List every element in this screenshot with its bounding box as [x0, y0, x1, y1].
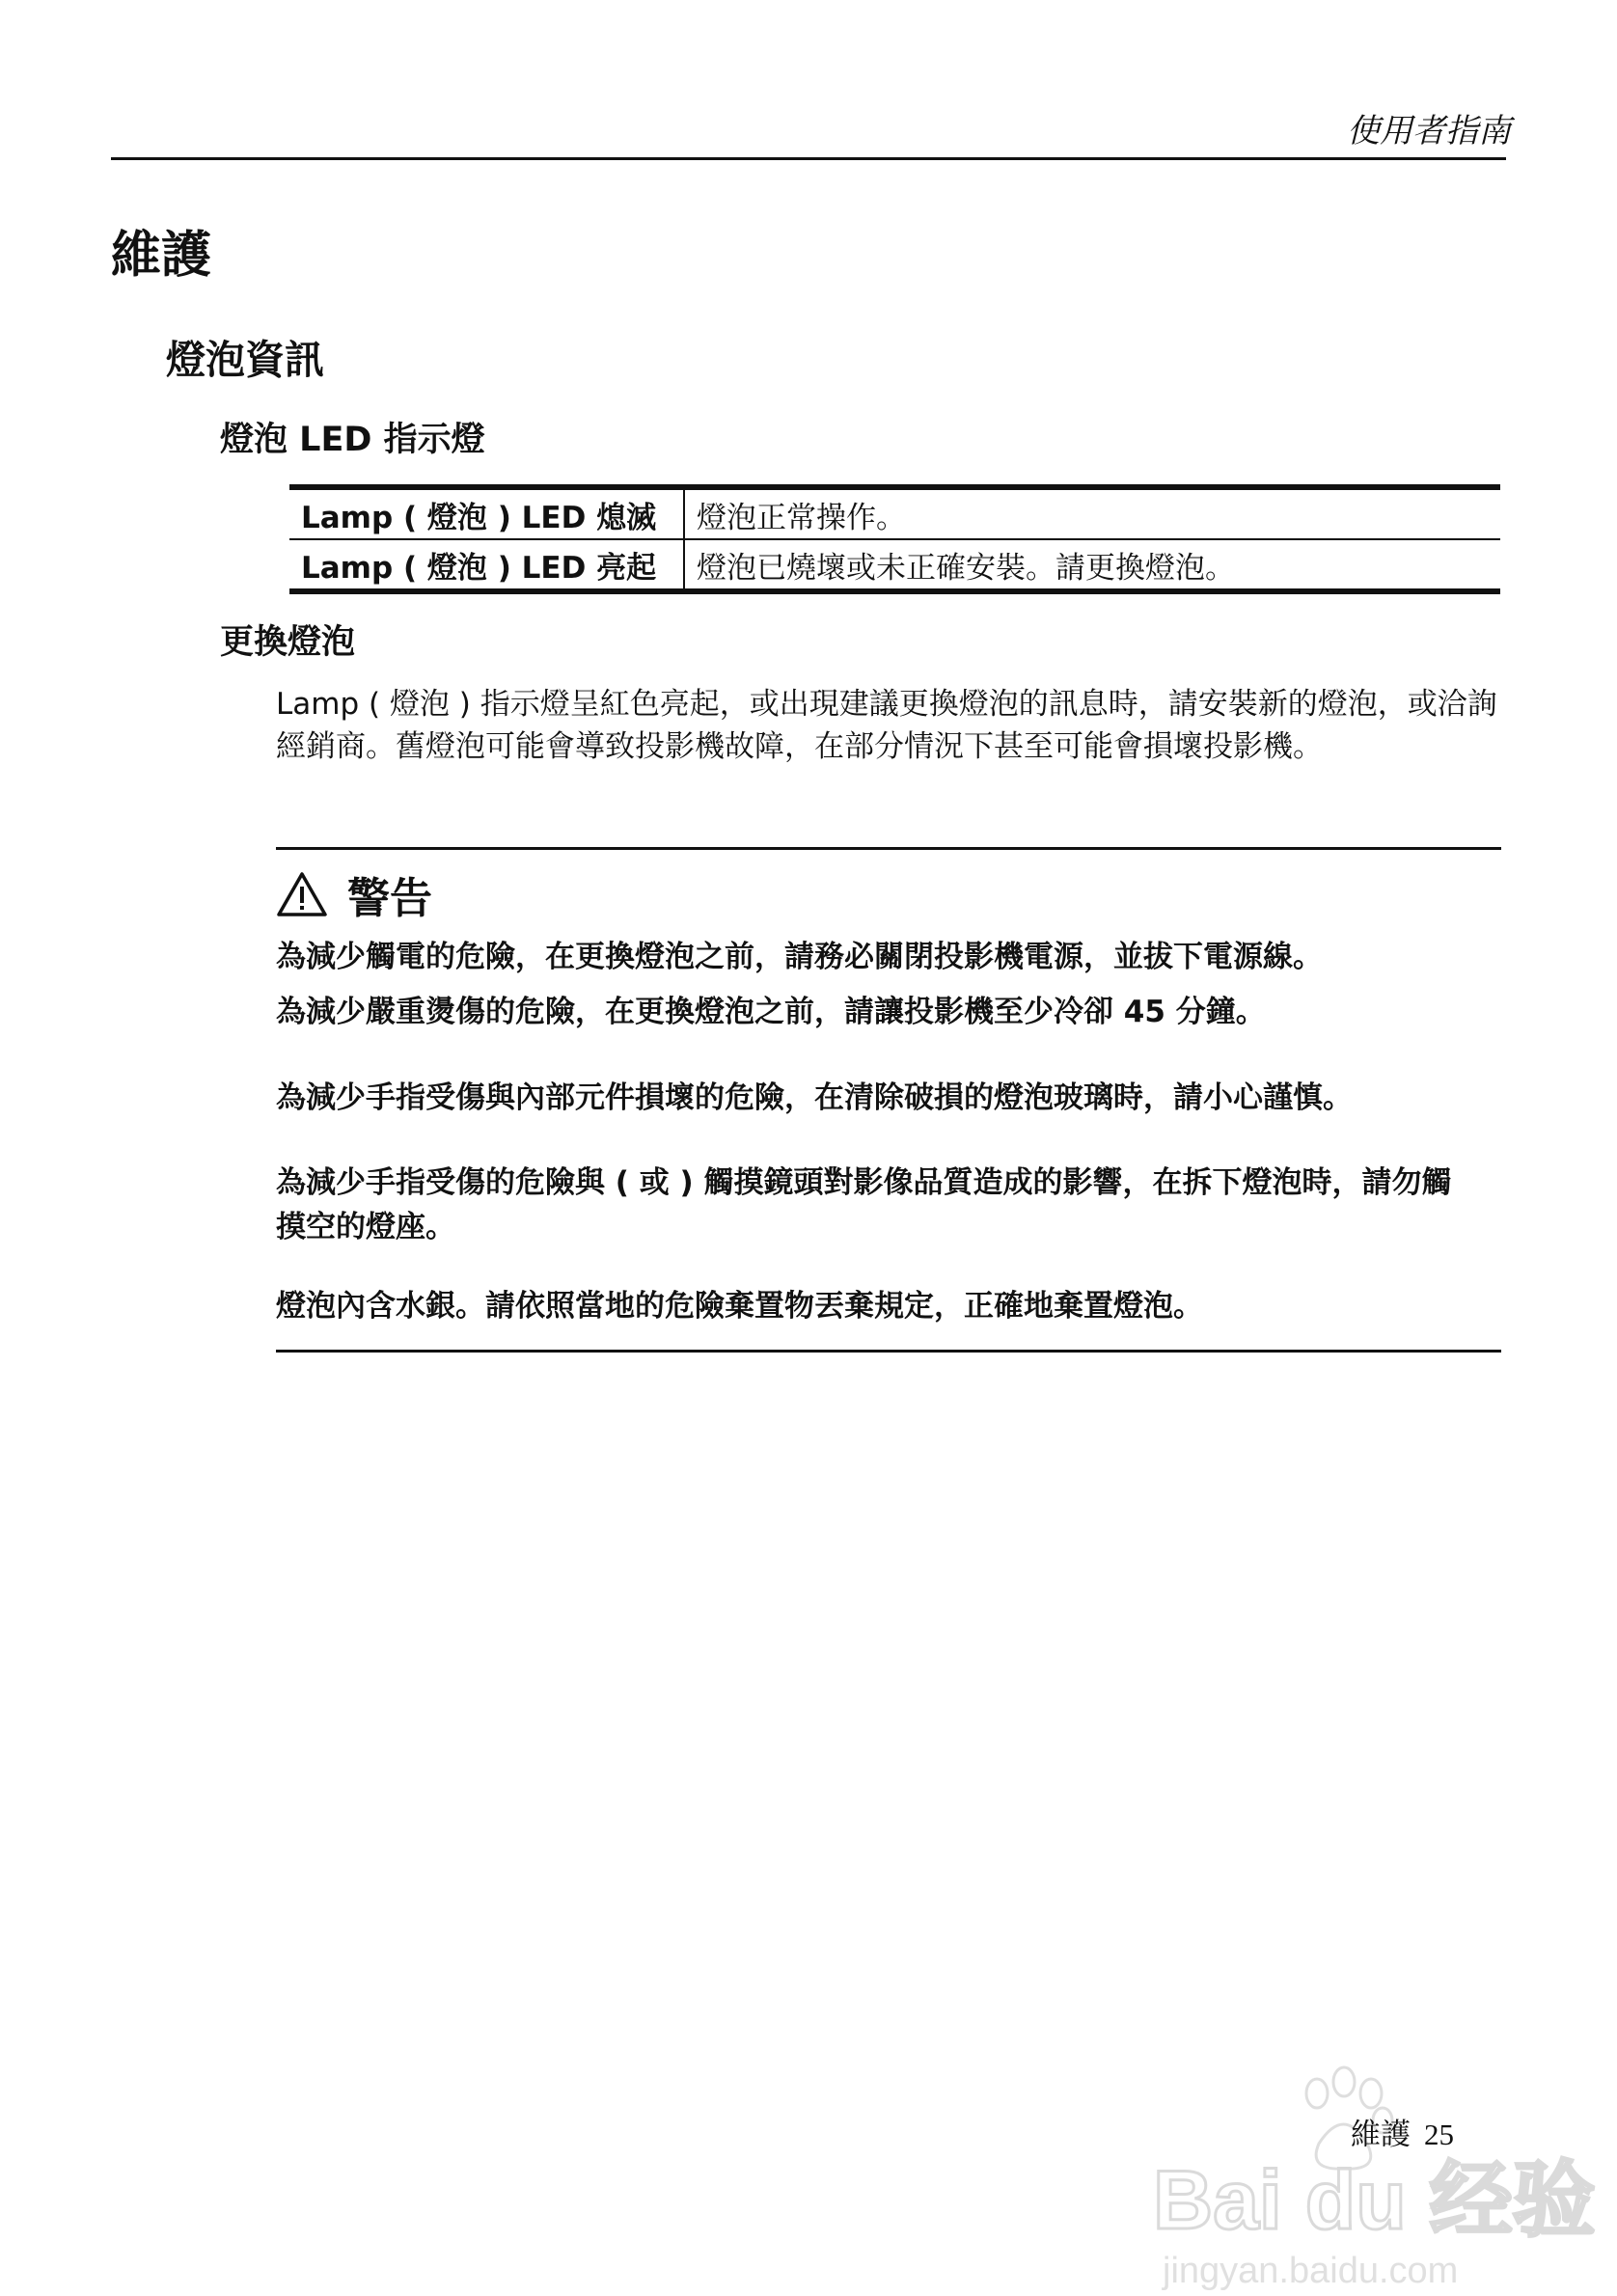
baidu-watermark: [1153, 2055, 1596, 2291]
subsection-title: 燈泡資訊: [166, 337, 324, 383]
row-description: 燈泡正常操作。: [697, 500, 906, 535]
warning-top-rule: [276, 847, 1501, 850]
warning-header: [276, 863, 432, 925]
header-title: 使用者指南: [1347, 112, 1511, 150]
warning-bottom-rule: [276, 1350, 1501, 1353]
warning-line-3: 為減少手指受傷與內部元件損壞的危險，在清除破損的燈泡玻璃時，請小心謹慎。: [276, 1080, 1353, 1115]
lamp-led-table: [289, 484, 1500, 594]
warning-title: 警告: [347, 874, 432, 923]
warning-line-2: 為減少嚴重燙傷的危險，在更換燈泡之前，請讓投影機至少冷卻 45 分鐘。: [276, 995, 1266, 1029]
table-row: [289, 490, 1500, 538]
watermark-logo: Bai du 经验: [1153, 2154, 1596, 2247]
watermark-url: jingyan.baidu.com: [1163, 2251, 1459, 2291]
table-row: [289, 538, 1500, 588]
warning-line-1: 為減少觸電的危險，在更換燈泡之前，請務必關閉投影機電源，並拔下電源線。: [276, 940, 1323, 974]
warning-line-4: 為減少手指受傷的危險與 ( 或 ) 觸摸鏡頭對影像品質造成的影響，在拆下燈泡時，請勿觸摸空的燈座。: [276, 1165, 1452, 1244]
warning-line-5: 燈泡內含水銀。請依照當地的危險棄置物丟棄規定，正確地棄置燈泡。: [276, 1289, 1203, 1324]
row-label: Lamp ( 燈泡 ) LED 亮起: [289, 540, 685, 588]
warning-triangle-icon: [276, 871, 328, 917]
replace-heading: 更換燈泡: [220, 623, 356, 662]
header-rule: [111, 157, 1506, 160]
row-description: 燈泡已燒壞或未正確安裝。請更換燈泡。: [697, 550, 1235, 586]
section-title: 維護: [111, 227, 212, 285]
led-heading: 燈泡 LED 指示燈: [220, 421, 485, 459]
page-number: 25: [1424, 2118, 1454, 2151]
row-label: Lamp ( 燈泡 ) LED 熄滅: [289, 490, 685, 538]
page-footer: [1351, 2110, 1454, 2153]
footer-section: 維護: [1351, 2118, 1411, 2152]
replace-body: Lamp ( 燈泡 ) 指示燈呈紅色亮起，或出現建議更換燈泡的訊息時，請安裝新的燈泡，或洽詢經銷商。舊燈泡可能會導致投影機故障，在部分情況下甚至可能會損壞投影機。: [276, 687, 1497, 764]
